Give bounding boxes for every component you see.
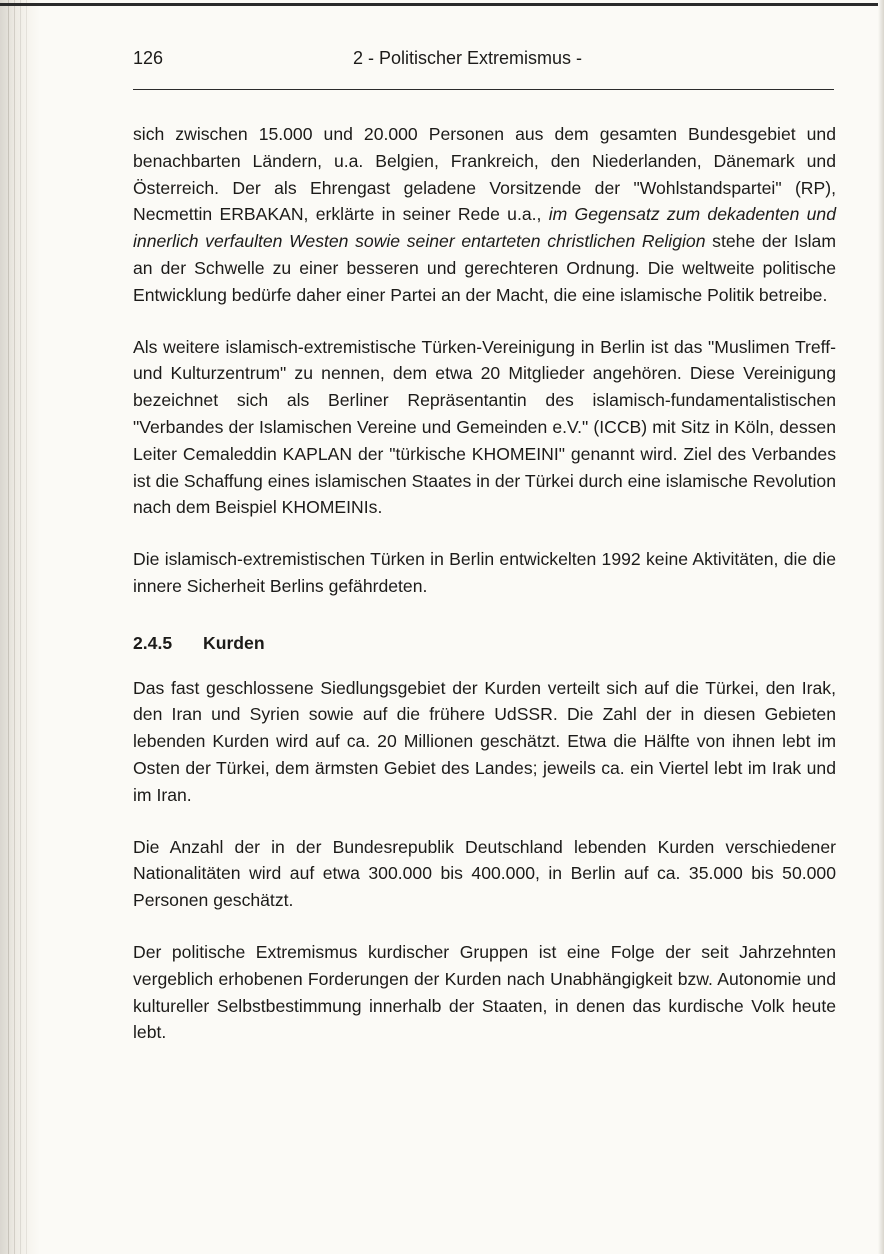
paragraph-activities-1992: Die islamisch-extremistischen Türken in Berlin entwickelten 1992 keine Aktivitäten, die die innere Sicherheit Berlins gefährdeten. xyxy=(133,549,836,596)
running-title: 2 - Politischer Extremismus - xyxy=(353,48,583,68)
page-header xyxy=(133,48,833,74)
paragraph-kurdish-region: Das fast geschlossene Siedlungsgebiet der Kurden verteilt sich auf die Türkei, den Irak, den Iran und Syrien sowie auf die frühere UdSSR. Die Zahl der in diesen Gebieten lebenden Kurden wird auf ca. 20 Millionen geschätzt. Etwa die Hälfte von ihnen lebt im Osten der Türkei, dem ärmsten Gebiet des Landes; jeweils ca. ein Viertel lebt im Irak und im Iran. xyxy=(133,677,836,805)
paragraph-kurdish-population: Die Anzahl der in der Bundesrepublik Deutschland lebenden Kurden verschiedener Nationalitäten wird auf etwa 300.000 bis 400.000, in Berlin auf ca. 35.000 bis 50.000 Personen geschätzt. xyxy=(133,836,836,911)
page-number: 126 xyxy=(133,48,164,68)
italic-quote: im Gegensatz zum dekadenten und innerlich verfaulten Westen sowie seiner entarteten christlichen Religion xyxy=(133,204,837,252)
paragraph-kurdish-extremism: Der politische Extremismus kurdischer Gruppen ist eine Folge der seit Jahrzehnten vergeblich erhobenen Forderungen der Kurden nach Unabhängigkeit bzw. Autonomie und kultureller Selbstbestimmung innerhalb der Staaten, in denen das kurdische Volk heute lebt. xyxy=(133,941,836,1043)
header-rule xyxy=(133,89,834,90)
section-heading xyxy=(133,630,836,657)
page-binding-edge xyxy=(0,0,40,1254)
top-border xyxy=(0,3,884,6)
page-right-edge xyxy=(878,0,884,1254)
paragraph-text: stehe der Islam an der Schwelle zu einer besseren und gerechteren Ordnung. Die weltweite politische Entwicklung bedürfe daher einer Partei an der Macht, die eine islamische Politik betreibe. xyxy=(133,231,836,305)
paragraph-text: sich zwischen 15.000 und 20.000 Personen aus dem gesamten Bundesgebiet und benachbarten Ländern, u.a. Belgien, Frankreich, den Niederlanden, Dänemark und Österreich. Der als Ehrengast geladene Vorsitzende der "Wohlstandspartei" (RP), Necmettin ERBAKAN, erklärte in seiner Rede u.a., xyxy=(133,124,836,225)
section-title: Kurden xyxy=(203,632,265,653)
paragraph-erbakan xyxy=(133,121,836,309)
section-number: 2.4.5 xyxy=(133,632,173,653)
document-body xyxy=(133,121,836,1046)
paragraph-muslimen-treff: Als weitere islamisch-extremistische Türken-Vereinigung in Berlin ist das "Muslimen Treff- und Kulturzentrum" zu nennen, dem etwa 20 Mitglieder angehören. Diese Vereinigung bezeichnet sich als Berliner Repräsentantin des islamisch-fundamentalistischen "Verbandes der Islamischen Vereine und Gemeinden e.V." (ICCB) mit Sitz in Köln, dessen Leiter Cemaleddin KAPLAN der "türkische KHOMEINI" genannt wird. Ziel des Verbandes ist die Schaffung eines islamischen Staates in der Türkei durch eine islamische Revolution nach dem Beispiel KHOMEINIs. xyxy=(133,336,836,518)
